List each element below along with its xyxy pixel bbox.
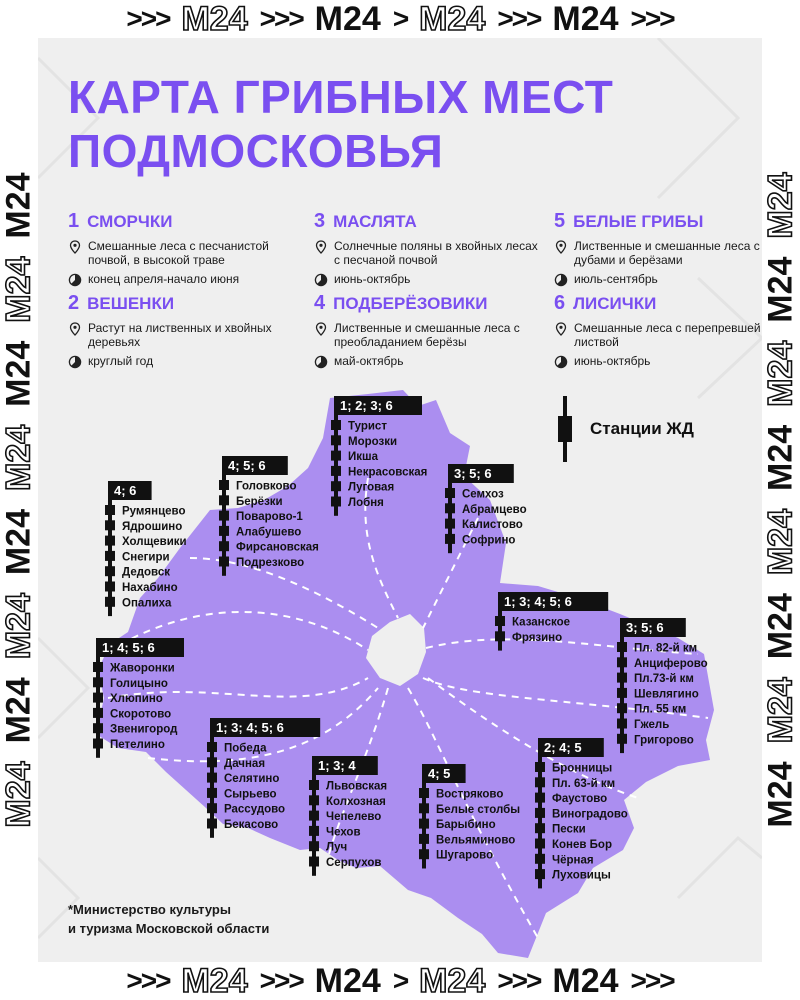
mushroom-name: МАСЛЯТА	[333, 212, 417, 231]
station-name: Опалиха	[122, 597, 172, 610]
station-marker	[617, 703, 627, 713]
m24-logo: M24	[762, 424, 800, 491]
station-marker	[331, 435, 341, 445]
habitat-text: Растут на лиственных и хвойных деревьях	[88, 321, 272, 349]
station-name: Львовская	[326, 780, 388, 793]
station-marker	[105, 520, 115, 530]
m24-logo: M24	[0, 761, 38, 828]
station-marker	[219, 526, 229, 536]
station-name: Серпухов	[326, 857, 382, 869]
station-name: Конев Бор	[552, 839, 612, 851]
rail-label: 4; 6	[114, 483, 137, 498]
station-name: Пл. 63-й км	[552, 777, 616, 790]
station-name: Семхоз	[462, 488, 504, 501]
chevron-arrows-icon: >>>	[497, 3, 541, 34]
m24-logo: M24	[762, 677, 800, 744]
station-name: Луховицы	[552, 869, 611, 882]
station-marker	[309, 811, 319, 821]
station-marker	[219, 541, 229, 551]
station-name: Некрасовская	[348, 466, 428, 479]
station-marker	[419, 803, 429, 813]
right-side-banner	[762, 38, 800, 962]
m24-logo: M24	[0, 256, 38, 323]
station-marker	[93, 739, 103, 749]
station-marker	[309, 826, 319, 836]
station-marker	[419, 834, 429, 844]
station-name: Чепелево	[326, 811, 382, 824]
station-marker	[445, 519, 455, 529]
station-marker	[207, 788, 217, 798]
station-marker	[331, 497, 341, 507]
station-marker	[419, 788, 429, 798]
station-marker	[219, 511, 229, 521]
habitat-text: Солнечные поляны в хвойных лесах с песчаной почвой	[334, 239, 538, 267]
rail-label: 1; 4; 5; 6	[102, 640, 155, 655]
m24-logo: M24	[762, 172, 800, 239]
m24-logo: M24	[552, 0, 619, 38]
station-marker	[219, 557, 229, 567]
m24-logo: M24	[0, 677, 38, 744]
station-name: Дачная	[224, 757, 266, 770]
station-marker	[535, 823, 545, 833]
mushroom-name: ЛИСИЧКИ	[573, 294, 657, 313]
m24-logo: M24	[762, 509, 800, 576]
station-marker	[207, 803, 217, 813]
station-marker	[93, 662, 103, 672]
title-line-1: КАРТА ГРИБНЫХ МЕСТ	[68, 71, 614, 123]
habitat-text: Лиственные и смешанные леса с преобладанием берёзы	[334, 321, 520, 349]
station-marker	[445, 503, 455, 513]
rail-label: 1; 3; 4; 5; 6	[504, 594, 572, 609]
legend-number: 3	[314, 210, 326, 232]
station-marker	[495, 631, 505, 641]
station-marker	[445, 488, 455, 498]
rail-track	[620, 618, 624, 753]
legend-number: 6	[554, 292, 566, 314]
habitat-text: Лиственные и смешанные леса с дубами и берёзами	[574, 239, 760, 267]
left-side-banner	[0, 38, 38, 962]
station-marker	[535, 839, 545, 849]
station-name: Чёрная	[552, 854, 594, 867]
m24-logo: M24	[0, 593, 38, 660]
chevron-arrows-icon: >>>	[259, 3, 303, 34]
station-marker	[105, 582, 115, 592]
station-name: Берёзки	[236, 495, 283, 508]
habitat-text: Смешанные леса с перепревшей листвой	[574, 321, 761, 349]
bottom-banner	[0, 962, 800, 1000]
station-marker	[535, 854, 545, 864]
mushroom-name: ПОДБЕРЁЗОВИКИ	[333, 294, 488, 313]
region-map	[38, 38, 762, 962]
season-text: июнь-октябрь	[334, 272, 411, 286]
station-name: Востряково	[436, 788, 504, 801]
season-text: май-октябрь	[334, 354, 404, 368]
station-name: Поварово-1	[236, 511, 303, 524]
station-marker	[535, 869, 545, 879]
station-name: Софрино	[462, 534, 516, 547]
station-name: Петелино	[110, 739, 165, 751]
station-marker	[207, 757, 217, 767]
m24-logo: M24	[762, 340, 800, 407]
station-name: Селятино	[224, 773, 280, 786]
station-name: Пл.73-й км	[634, 673, 694, 686]
station-marker	[105, 551, 115, 561]
mushroom-name: СМОРЧКИ	[87, 212, 173, 231]
rail-track	[108, 481, 112, 616]
station-marker	[331, 481, 341, 491]
station-name: Скоротово	[110, 708, 172, 721]
legend-number: 5	[554, 210, 566, 232]
chevron-arrows-icon: >>>	[630, 965, 674, 996]
railway-legend-label: Станции ЖД	[590, 419, 694, 438]
station-marker	[331, 466, 341, 476]
m24-logo: M24	[0, 172, 38, 239]
railway-legend-icon	[558, 396, 572, 462]
station-marker	[105, 597, 115, 607]
season-text: круглый год	[88, 354, 154, 368]
legend-number: 4	[314, 292, 326, 314]
station-name: Фрязино	[512, 631, 563, 644]
mushroom-name: ВЕШЕНКИ	[87, 294, 175, 313]
station-name: Пески	[552, 823, 586, 836]
station-name: Икша	[348, 451, 379, 464]
station-name: Морозки	[348, 435, 398, 448]
station-marker	[93, 677, 103, 687]
station-name: Рассудово	[224, 803, 286, 816]
m24-logo: M24	[314, 0, 381, 38]
station-name: Шугарово	[436, 849, 494, 862]
station-marker	[219, 480, 229, 490]
station-marker	[535, 762, 545, 772]
m24-logo: M24	[0, 340, 38, 407]
station-name: Белые столбы	[436, 803, 521, 816]
rail-label: 3; 5; 6	[454, 466, 492, 481]
station-name: Бронницы	[552, 762, 613, 775]
station-marker	[309, 857, 319, 867]
station-name: Звенигород	[110, 723, 178, 736]
station-name: Казанское	[512, 616, 571, 629]
station-marker	[617, 673, 627, 683]
station-name: Абрамцево	[462, 503, 527, 516]
station-marker	[219, 495, 229, 505]
station-name: Хлюпино	[110, 693, 163, 706]
station-name: Холщевики	[122, 536, 187, 549]
season-text: конец апреля-начало июня	[88, 272, 240, 286]
m24-logo: M24	[419, 962, 486, 1000]
station-marker	[535, 793, 545, 803]
station-name: Румянцево	[122, 505, 186, 518]
chevron-arrows-icon: >	[392, 965, 408, 996]
station-marker	[309, 795, 319, 805]
station-name: Виноградово	[552, 808, 628, 821]
station-name: Барыбино	[436, 819, 496, 832]
station-name: Шевлягино	[634, 688, 699, 701]
title-line-2: ПОДМОСКОВЬЯ	[68, 125, 444, 177]
station-marker	[445, 534, 455, 544]
infographic-panel	[38, 38, 762, 962]
habitat-text: Смешанные леса с песчанистой почвой, в высокой траве	[88, 239, 269, 267]
station-name: Пл. 82-й км	[634, 642, 698, 655]
station-marker	[207, 742, 217, 752]
station-name: Подрезково	[236, 557, 305, 569]
top-banner	[0, 0, 800, 38]
station-marker	[207, 819, 217, 829]
station-name: Колхозная	[326, 795, 386, 808]
station-name: Жаворонки	[110, 662, 175, 675]
station-marker	[93, 693, 103, 703]
station-marker	[419, 849, 429, 859]
m24-logo: M24	[762, 761, 800, 828]
station-marker	[309, 841, 319, 851]
station-name: Алабушево	[236, 526, 302, 539]
footnote-line-1: *Министерство культуры	[68, 902, 231, 917]
station-marker	[331, 451, 341, 461]
chevron-arrows-icon: >>>	[497, 965, 541, 996]
m24-logo: M24	[314, 962, 381, 1000]
station-name: Вельяминово	[436, 834, 516, 847]
rail-label: 1; 2; 3; 6	[340, 398, 393, 413]
footnote	[68, 900, 269, 938]
station-name: Григорово	[634, 734, 694, 747]
m24-logo: M24	[181, 962, 248, 1000]
chevron-arrows-icon: >>>	[259, 965, 303, 996]
chevron-arrows-icon: >>>	[126, 3, 170, 34]
legend-number: 1	[68, 210, 80, 232]
station-name: Головково	[236, 480, 297, 493]
station-name: Победа	[224, 742, 267, 755]
station-marker	[419, 819, 429, 829]
m24-logo: M24	[762, 593, 800, 660]
m24-logo: M24	[0, 424, 38, 491]
station-marker	[617, 719, 627, 729]
station-name: Луч	[326, 841, 348, 854]
station-name: Дедовск	[122, 566, 170, 579]
station-name: Лобня	[348, 497, 384, 509]
rail-label: 2; 4; 5	[544, 740, 582, 755]
station-marker	[207, 773, 217, 783]
station-name: Голицыно	[110, 677, 168, 690]
station-marker	[93, 723, 103, 733]
chevron-arrows-icon: >	[392, 3, 408, 34]
season-text: июль-сентябрь	[574, 272, 658, 286]
station-name: Сырьево	[224, 788, 277, 801]
station-name: Гжель	[634, 719, 670, 731]
chevron-arrows-icon: >>>	[126, 965, 170, 996]
rail-label: 4; 5	[428, 766, 451, 781]
station-marker	[617, 734, 627, 744]
station-marker	[617, 642, 627, 652]
station-name: Ядрошино	[122, 520, 183, 533]
station-name: Нахабино	[122, 582, 178, 594]
legend-number: 2	[68, 292, 80, 314]
station-marker	[535, 777, 545, 787]
season-text: июнь-октябрь	[574, 354, 651, 368]
station-name: Фаустово	[552, 793, 608, 806]
station-marker	[617, 657, 627, 667]
rail-label: 1; 3; 4	[318, 758, 356, 773]
m24-logo: M24	[419, 0, 486, 38]
station-name: Луговая	[348, 481, 395, 494]
station-name: Бекасово	[224, 819, 279, 831]
station-name: Анциферово	[634, 657, 708, 670]
station-marker	[93, 708, 103, 718]
chevron-arrows-icon: >>>	[630, 3, 674, 34]
mushroom-name: БЕЛЫЕ ГРИБЫ	[573, 212, 704, 231]
rail-label: 1; 3; 4; 5; 6	[216, 720, 284, 735]
station-name: Турист	[348, 420, 387, 433]
station-name: Пл. 55 км	[634, 703, 687, 716]
station-marker	[331, 420, 341, 430]
station-marker	[105, 566, 115, 576]
station-name: Снегири	[122, 551, 170, 564]
m24-logo: M24	[552, 962, 619, 1000]
station-marker	[105, 536, 115, 546]
station-marker	[535, 808, 545, 818]
station-marker	[495, 616, 505, 626]
station-marker	[105, 505, 115, 515]
station-name: Фирсановская	[236, 541, 319, 554]
m24-logo: M24	[181, 0, 248, 38]
rail-label: 4; 5; 6	[228, 458, 266, 473]
station-marker	[617, 688, 627, 698]
station-name: Чехов	[326, 826, 361, 839]
rail-label: 3; 5; 6	[626, 620, 664, 635]
station-name: Калистово	[462, 519, 523, 532]
m24-logo: M24	[0, 509, 38, 576]
station-marker	[309, 780, 319, 790]
footnote-line-2: и туризма Московской области	[68, 921, 270, 936]
m24-logo: M24	[762, 256, 800, 323]
